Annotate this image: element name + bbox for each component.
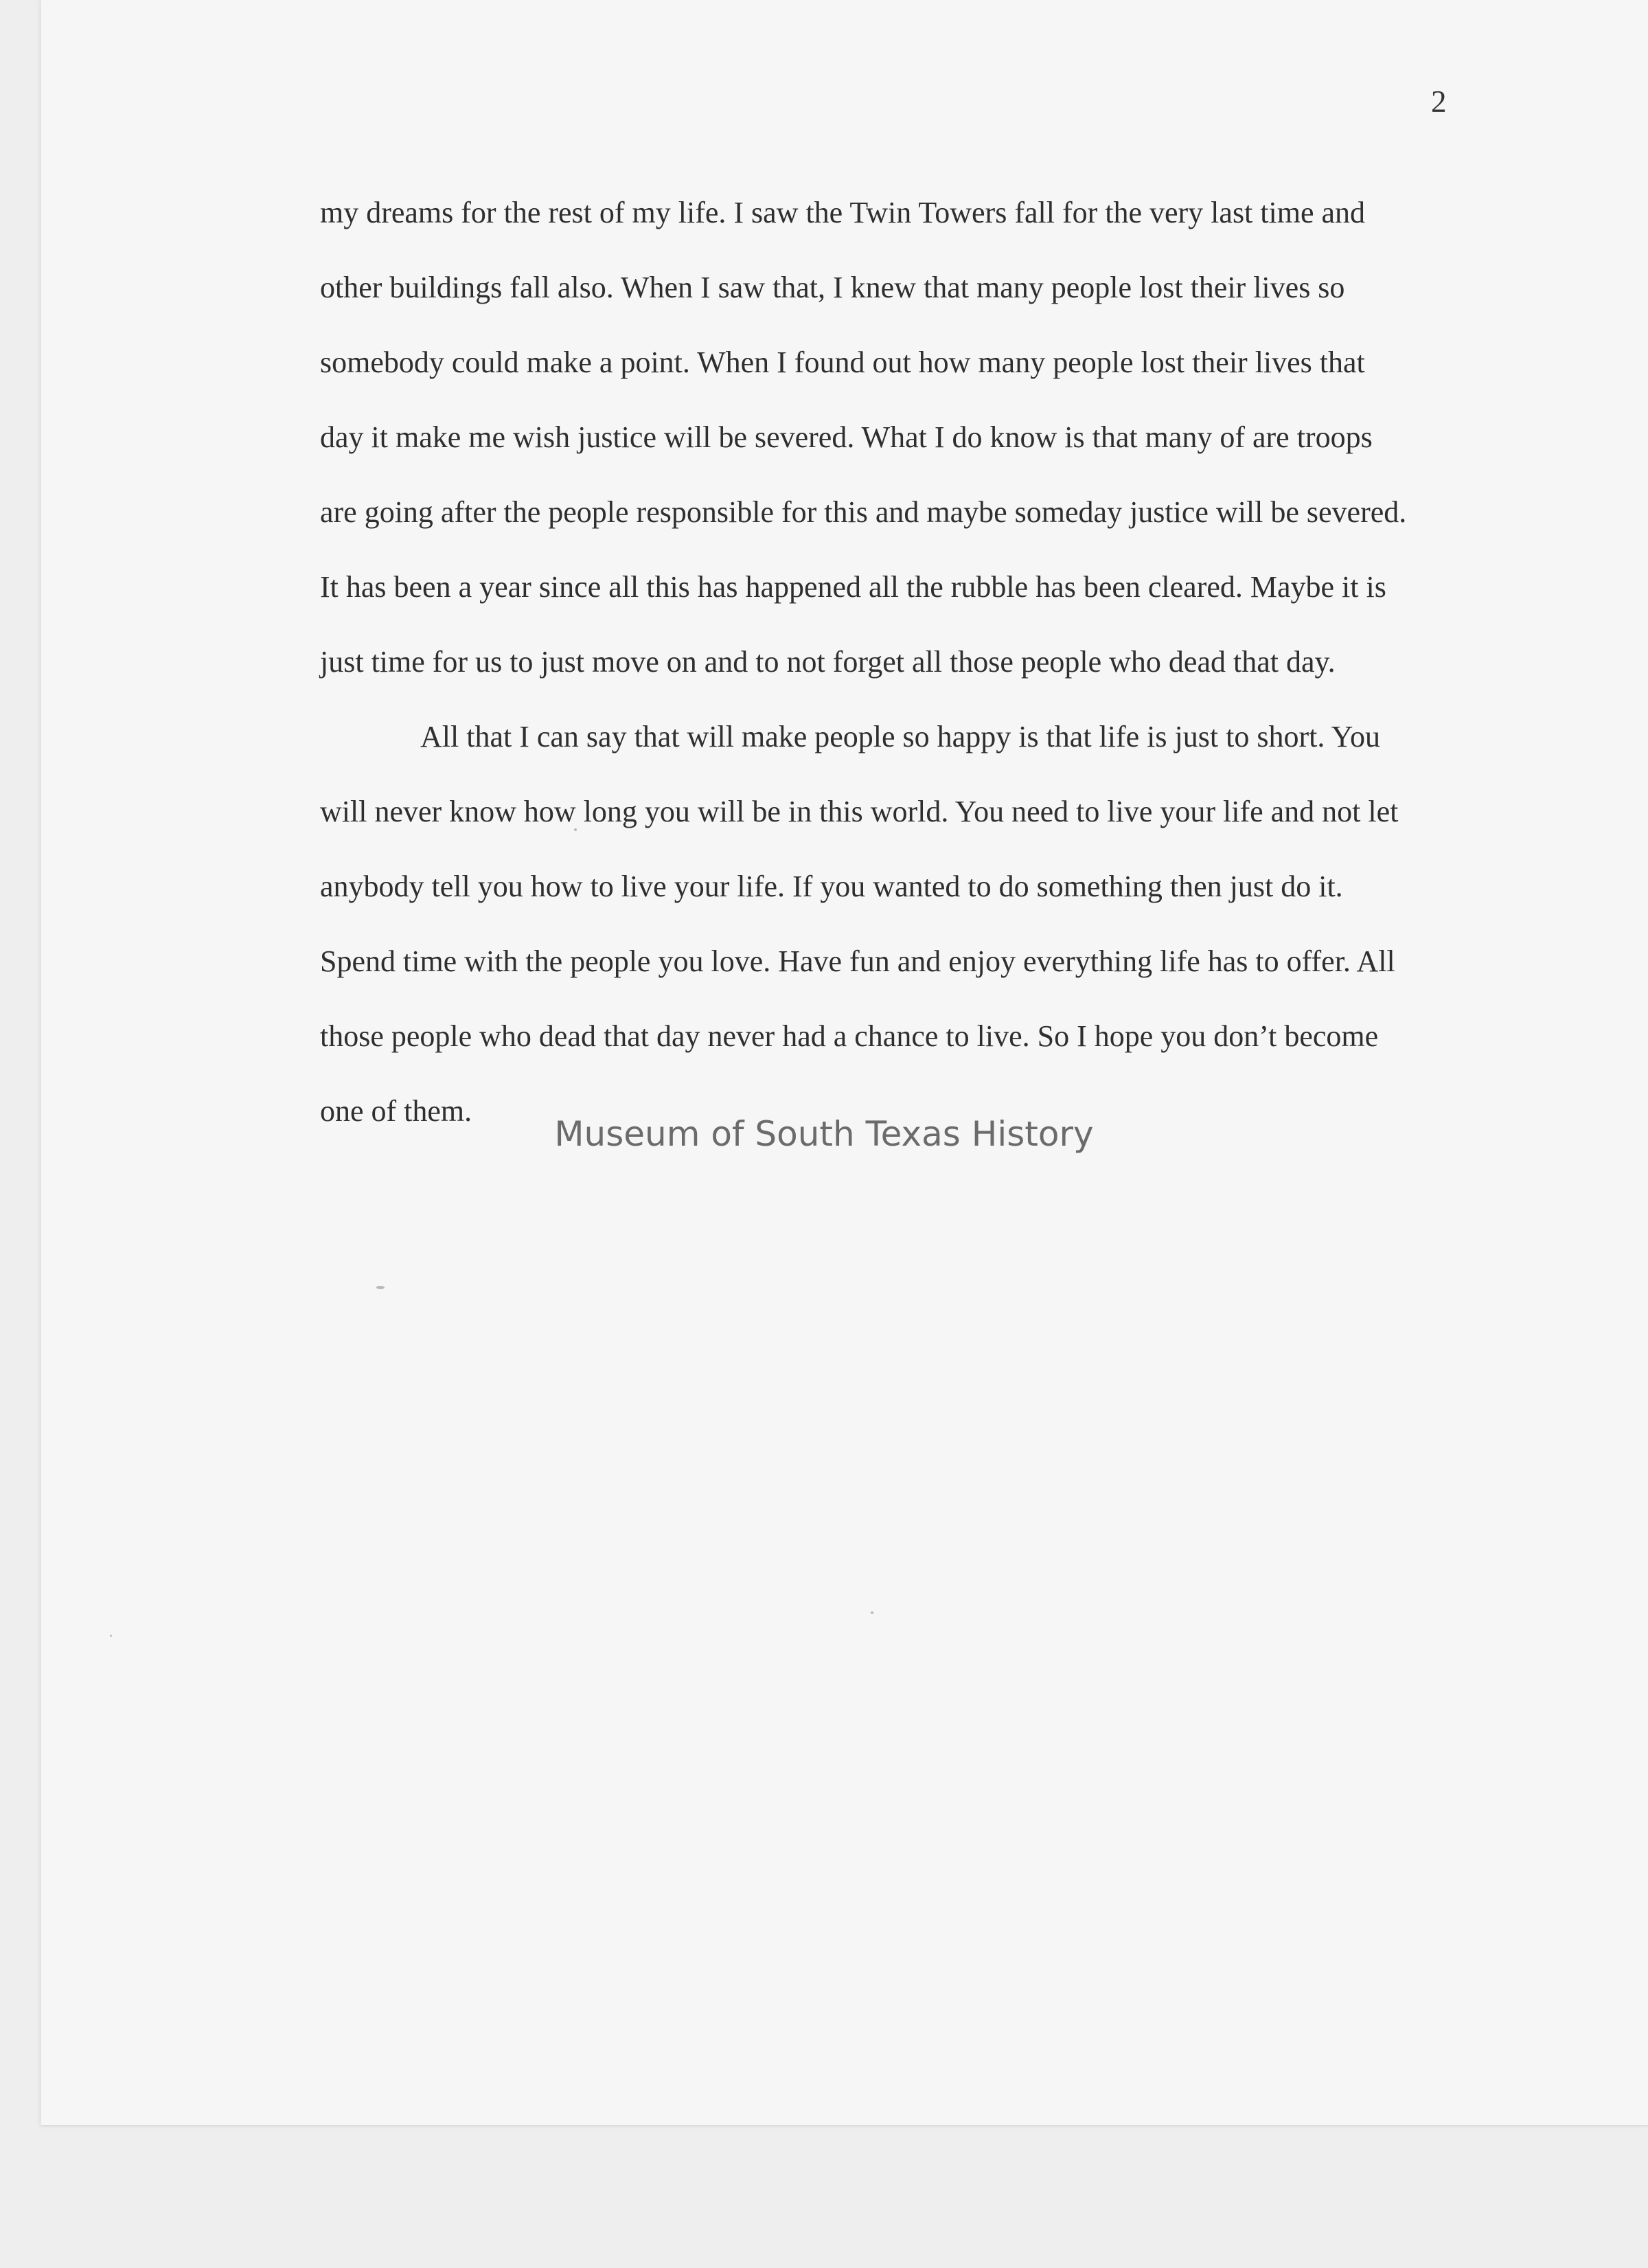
text-line: anybody tell you how to live your life. If you wanted to do something then just do it.	[320, 870, 1343, 903]
text-line-paragraph-start: All that I can say that will make people so happy is that life is just to short. You	[420, 720, 1381, 753]
document-page	[41, 0, 1648, 2127]
scan-speck	[871, 1611, 873, 1614]
museum-watermark: Museum of South Texas History	[554, 1114, 1094, 1154]
text-line: day it make me wish justice will be severed. What I do know is that many of are troops	[320, 420, 1373, 454]
text-line: one of them.	[320, 1094, 472, 1128]
text-line: are going after the people responsible for this and maybe someday justice will be severed.	[320, 495, 1407, 529]
page-number: 2	[1431, 84, 1447, 119]
text-line: Spend time with the people you love. Have fun and enjoy everything life has to offer. All	[320, 944, 1395, 978]
text-line: somebody could make a point. When I found out how many people lost their lives that	[320, 345, 1365, 379]
text-line: just time for us to just move on and to not forget all those people who dead that day.	[320, 645, 1336, 679]
text-line: will never know how long you will be in this world. You need to live your life and not let	[320, 795, 1399, 828]
text-line: those people who dead that day never had a chance to live. So I hope you don’t become	[320, 1019, 1379, 1053]
text-line: It has been a year since all this has happened all the rubble has been cleared. Maybe it is	[320, 570, 1386, 604]
text-line: other buildings fall also. When I saw that, I knew that many people lost their lives so	[320, 271, 1345, 304]
essay-body	[320, 175, 1501, 1148]
scan-speck	[110, 1635, 112, 1637]
text-line: my dreams for the rest of my life. I saw the Twin Towers fall for the very last time and	[320, 196, 1366, 229]
scan-speck	[574, 828, 577, 831]
scan-speck	[376, 1286, 385, 1289]
